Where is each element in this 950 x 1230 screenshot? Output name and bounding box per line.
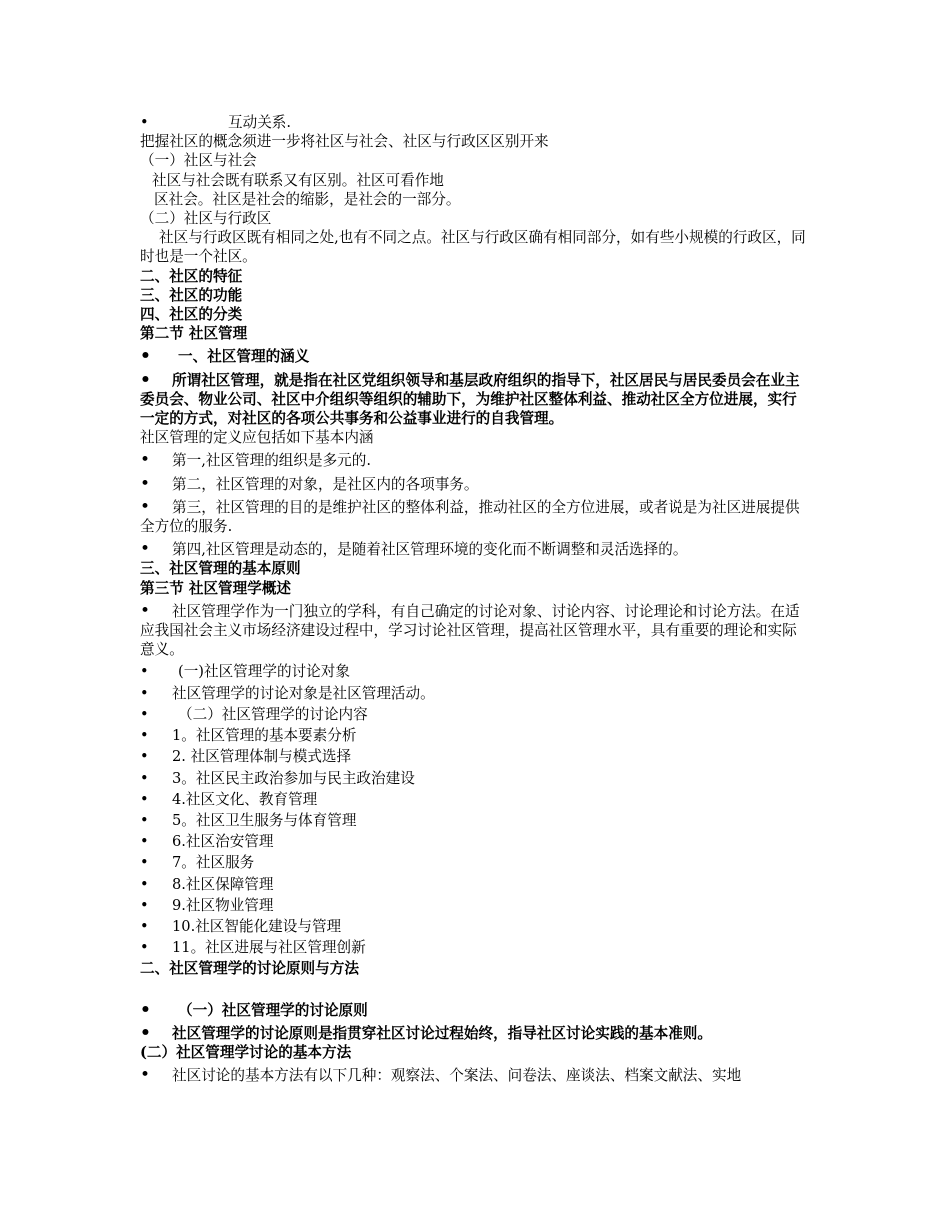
list-item: • 7。社区服务 [140, 854, 255, 872]
bullet-icon: • [140, 875, 149, 893]
bullet-icon: • [140, 1022, 151, 1043]
bullet-icon: • [140, 705, 149, 723]
bullet-icon: • [140, 369, 151, 390]
bullet-icon: • [140, 450, 151, 471]
content-list [140, 726, 809, 957]
bullet-icon: • [140, 539, 151, 560]
paragraph: 区社会。社区是社会的缩影，是社会的一部分。 [154, 190, 461, 208]
list-item: • 3。社区民主政治参加与民主政治建设 [140, 769, 415, 787]
bullet-icon: • [140, 811, 149, 829]
bullet-icon: • [140, 114, 149, 131]
bullet-paragraph: • 所谓社区管理，就是指在社区党组织领导和基层政府组织的指导下，社区居民与居民委员会在业主委员会、物业公司、社区中介组织等组织的辅助下，为维护社区整体利益、推动社区全方位进展，实行一定的方式，对社区的各项公共事务和公益事业进行的自我管理。 [140, 369, 800, 428]
blank-line [140, 979, 809, 995]
section-heading: 二、社区管理学的讨论原则与方法 [140, 960, 359, 978]
list-item: • 2. 社区管理体制与模式选择 [140, 748, 352, 766]
bullet-paragraph: • 第三，社区管理的目的是维护社区的整体利益，推动社区的全方位进展，或者说是为社区进展提供全方位的服务. [140, 496, 800, 536]
chapter-heading: 第二节 社区管理 [140, 325, 248, 343]
bullet-line: • 第四,社区管理是动态的，是随着社区管理环境的变化而不断调整和灵活选择的。 [140, 539, 688, 560]
bullet-icon: • [140, 939, 149, 957]
section-heading: 三、社区的功能 [140, 286, 243, 304]
bullet-icon: • [140, 600, 151, 621]
bullet-line: • 第二，社区管理的对象，是社区内的各项事务。 [140, 473, 479, 494]
subheading: (二）社区管理学讨论的基本方法 [140, 1043, 352, 1061]
subheading: （二）社区与行政区 [140, 210, 272, 228]
bullet-line: • 一、社区管理的涵义 [140, 346, 310, 367]
list-item: • 4.社区文化、教育管理 [140, 790, 318, 808]
bullet-icon: • [140, 790, 149, 808]
bullet-icon: • [140, 1065, 151, 1086]
list-item: • 1。社区管理的基本要素分析 [140, 727, 357, 745]
bullet-line: • （二）社区管理学的讨论内容 [140, 705, 368, 723]
list-item: • 6.社区治安管理 [140, 833, 274, 851]
bullet-icon: • [140, 854, 149, 872]
bullet-line: • 社区讨论的基本方法有以下几种：观察法、个案法、问卷法、座谈法、档案文献法、实地 [140, 1065, 742, 1086]
bullet-line: • 社区管理学的讨论原则是指贯穿社区讨论过程始终，指导社区讨论实践的基本准则。 [140, 1022, 712, 1043]
bullet-icon: • [140, 727, 149, 745]
bullet-line: • (一)社区管理学的讨论对象 [140, 663, 350, 681]
paragraph: 社区管理的定义应包括如下基本内涵 [140, 429, 374, 447]
paragraph: 把握社区的概念须进一步将社区与社会、社区与行政区区别开来 [140, 133, 549, 151]
bullet-paragraph: • 社区管理学作为一门独立的学科，有自己确定的讨论对象、讨论内容、讨论理论和讨论方法。在适应我国社会主义市场经济建设过程中，学习讨论社区管理，提高社区管理水平，具有重要的理论和实际意义。 [140, 600, 800, 659]
bullet-icon: • [140, 663, 149, 681]
list-item: • 10.社区智能化建设与管理 [140, 917, 342, 935]
list-item: • 11。社区进展与社区管理创新 [140, 939, 366, 957]
bullet-icon: • [140, 896, 149, 914]
bullet-icon: • [140, 496, 151, 517]
bullet-icon: • [140, 473, 151, 494]
bullet-line: • 互动关系. [140, 114, 292, 131]
list-item: • 8.社区保障管理 [140, 875, 274, 893]
bullet-line: • （一）社区管理学的讨论原则 [140, 999, 368, 1020]
bullet-icon: • [140, 917, 149, 935]
bullet-icon: • [140, 999, 151, 1020]
list-item: • 5。社区卫生服务与体育管理 [140, 811, 357, 829]
section-heading: 二、社区的特征 [140, 267, 243, 285]
bullet-icon: • [140, 684, 149, 702]
bullet-line: • 社区管理学的讨论对象是社区管理活动。 [140, 684, 435, 702]
bullet-line: • 第一,社区管理的组织是多元的. [140, 450, 371, 471]
section-heading: 三、社区管理的基本原则 [140, 560, 301, 578]
section-heading: 四、社区的分类 [140, 306, 243, 324]
bullet-icon: • [140, 748, 149, 766]
list-item: • 9.社区物业管理 [140, 896, 274, 914]
bullet-icon: • [140, 833, 149, 851]
bullet-icon: • [140, 769, 149, 787]
chapter-heading: 第三节 社区管理学概述 [140, 579, 292, 597]
paragraph: 社区与行政区既有相同之处,也有不同之点。社区与行政区确有相同部分，如有些小规模的行政区，同时也是一个社区。 [140, 229, 806, 266]
subheading: （一）社区与社会 [140, 152, 257, 170]
paragraph: 社区与社会既有联系又有区别。社区可看作地 [152, 171, 444, 189]
bullet-icon: • [140, 346, 151, 367]
